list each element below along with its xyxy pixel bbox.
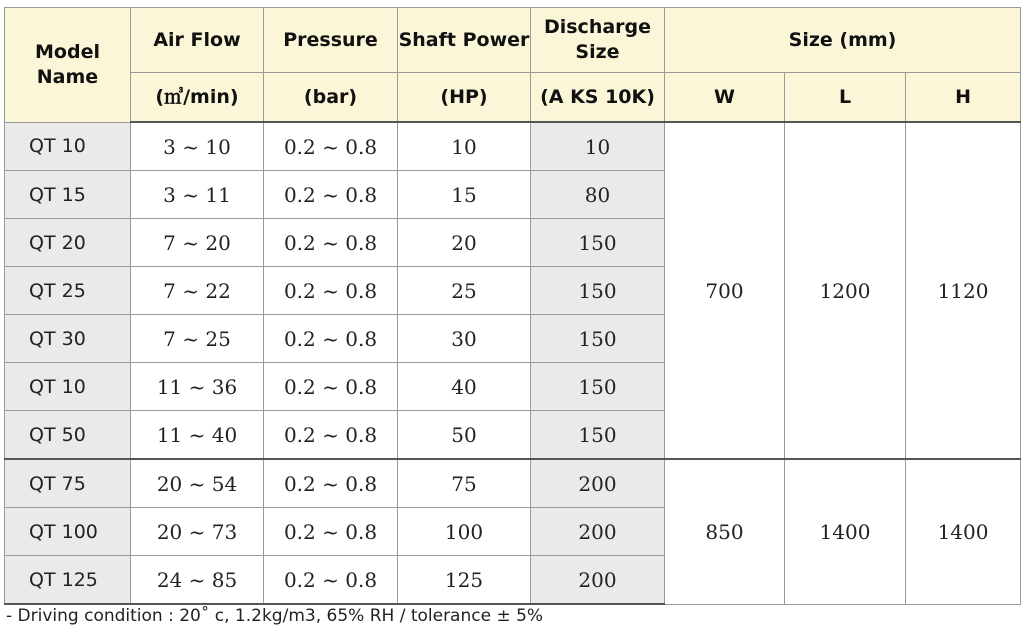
model-cell: QT 10 bbox=[5, 122, 131, 171]
table-row bbox=[5, 459, 1021, 508]
size-l-cell: 1400 bbox=[785, 459, 906, 604]
pressure-cell: 0.2 ~ 0.8 bbox=[264, 122, 398, 171]
pressure-cell: 0.2 ~ 0.8 bbox=[264, 171, 398, 219]
power-cell: 125 bbox=[398, 556, 531, 605]
air-flow-cell: 20 ~ 54 bbox=[131, 459, 264, 508]
power-cell: 40 bbox=[398, 363, 531, 411]
pressure-cell: 0.2 ~ 0.8 bbox=[264, 508, 398, 556]
power-cell: 25 bbox=[398, 267, 531, 315]
size-w-cell: 850 bbox=[665, 459, 785, 604]
air-flow-cell: 7 ~ 25 bbox=[131, 315, 264, 363]
power-cell: 30 bbox=[398, 315, 531, 363]
pressure-cell: 0.2 ~ 0.8 bbox=[264, 219, 398, 267]
header-l: L bbox=[785, 73, 906, 123]
model-cell: QT 10 bbox=[5, 363, 131, 411]
model-cell: QT 50 bbox=[5, 411, 131, 460]
pressure-cell: 0.2 ~ 0.8 bbox=[264, 411, 398, 460]
power-cell: 15 bbox=[398, 171, 531, 219]
discharge-cell: 150 bbox=[531, 363, 665, 411]
air-flow-cell: 11 ~ 36 bbox=[131, 363, 264, 411]
unit-pressure: (bar) bbox=[264, 73, 398, 123]
discharge-cell: 200 bbox=[531, 459, 665, 508]
discharge-cell: 80 bbox=[531, 171, 665, 219]
unit-shaft-power: (HP) bbox=[398, 73, 531, 123]
table-row bbox=[5, 122, 1021, 171]
air-flow-cell: 3 ~ 11 bbox=[131, 171, 264, 219]
size-l-cell: 1200 bbox=[785, 122, 906, 459]
spec-table bbox=[4, 7, 1021, 605]
header-w: W bbox=[665, 73, 785, 123]
air-flow-cell: 11 ~ 40 bbox=[131, 411, 264, 460]
model-cell: QT 75 bbox=[5, 459, 131, 508]
air-flow-cell: 7 ~ 22 bbox=[131, 267, 264, 315]
air-flow-cell: 7 ~ 20 bbox=[131, 219, 264, 267]
power-cell: 75 bbox=[398, 459, 531, 508]
pressure-cell: 0.2 ~ 0.8 bbox=[264, 459, 398, 508]
power-cell: 20 bbox=[398, 219, 531, 267]
pressure-cell: 0.2 ~ 0.8 bbox=[264, 315, 398, 363]
power-cell: 50 bbox=[398, 411, 531, 460]
size-w-cell: 700 bbox=[665, 122, 785, 459]
pressure-cell: 0.2 ~ 0.8 bbox=[264, 556, 398, 605]
discharge-cell: 200 bbox=[531, 508, 665, 556]
discharge-cell: 150 bbox=[531, 219, 665, 267]
discharge-cell: 150 bbox=[531, 411, 665, 460]
air-flow-cell: 20 ~ 73 bbox=[131, 508, 264, 556]
discharge-cell: 150 bbox=[531, 267, 665, 315]
header-discharge-size: Discharge Size bbox=[531, 8, 665, 73]
model-cell: QT 20 bbox=[5, 219, 131, 267]
air-flow-cell: 3 ~ 10 bbox=[131, 122, 264, 171]
unit-discharge: (A KS 10K) bbox=[531, 73, 665, 123]
header-air-flow: Air Flow bbox=[131, 8, 264, 73]
power-cell: 10 bbox=[398, 122, 531, 171]
unit-air-flow: (㎥/min) bbox=[131, 73, 264, 123]
header-model-name: Model Name bbox=[5, 8, 131, 123]
discharge-cell: 200 bbox=[531, 556, 665, 605]
power-cell: 100 bbox=[398, 508, 531, 556]
model-cell: QT 100 bbox=[5, 508, 131, 556]
pressure-cell: 0.2 ~ 0.8 bbox=[264, 363, 398, 411]
model-cell: QT 125 bbox=[5, 556, 131, 605]
model-cell: QT 15 bbox=[5, 171, 131, 219]
model-cell: QT 30 bbox=[5, 315, 131, 363]
header-shaft-power: Shaft Power bbox=[398, 8, 531, 73]
air-flow-cell: 24 ~ 85 bbox=[131, 556, 264, 605]
model-cell: QT 25 bbox=[5, 267, 131, 315]
discharge-cell: 150 bbox=[531, 315, 665, 363]
header-pressure: Pressure bbox=[264, 8, 398, 73]
header-size: Size (mm) bbox=[665, 8, 1021, 73]
size-h-cell: 1400 bbox=[906, 459, 1021, 604]
driving-condition-note: - Driving condition : 20˚ c, 1.2kg/m3, 65% RH / tolerance ± 5% bbox=[6, 606, 544, 626]
size-h-cell: 1120 bbox=[906, 122, 1021, 459]
pressure-cell: 0.2 ~ 0.8 bbox=[264, 267, 398, 315]
discharge-cell: 10 bbox=[531, 122, 665, 171]
header-h: H bbox=[906, 73, 1021, 123]
